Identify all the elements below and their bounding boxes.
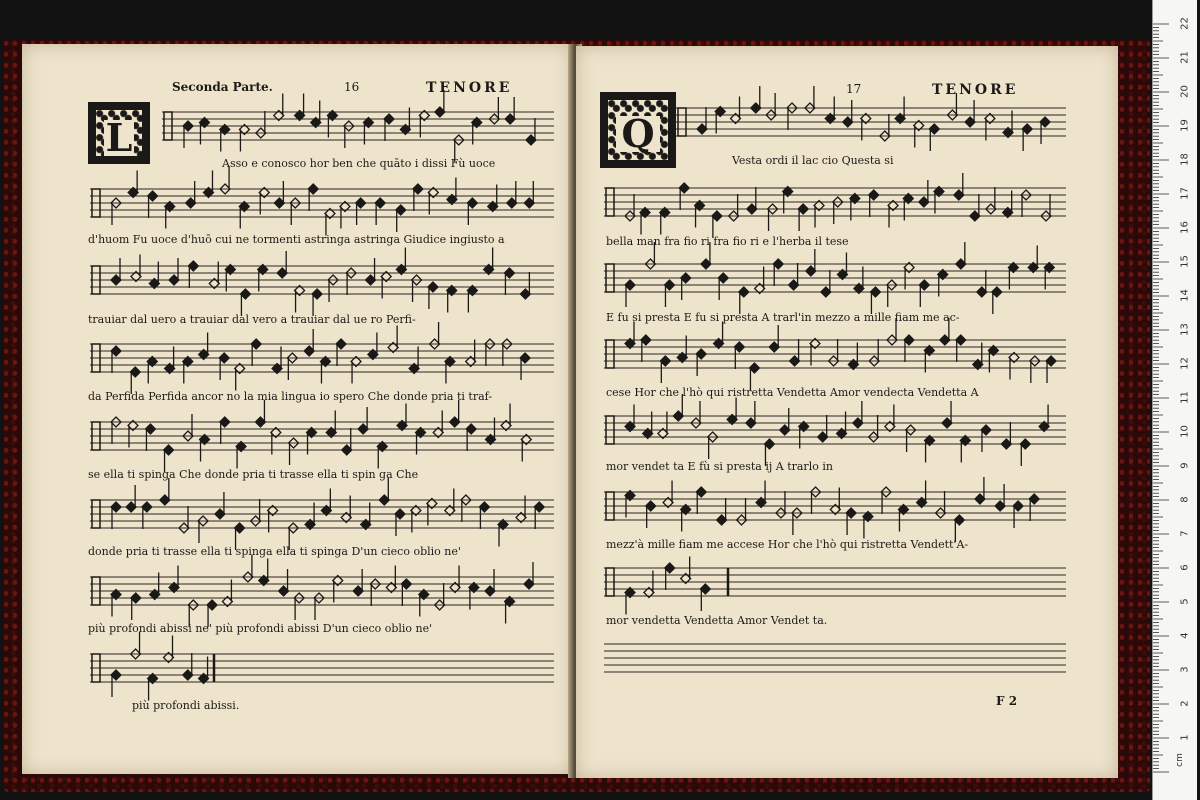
lyric-line: cese Hor che l'hò qui ristretta Vendetta Amor vendecta Vendetta A [606, 386, 979, 399]
ruler-number: 9 [1179, 462, 1191, 469]
ruler-number: 19 [1179, 119, 1191, 132]
lyric-line: se ella ti spinga Che donde pria ti trasse ella ti spin ga Che [88, 468, 419, 481]
lyric-line: mor vendetta Vendetta Amor Vendet ta. [606, 614, 828, 627]
lyric-line: mor vendet ta E fù si presta ij A trarlo in [606, 460, 833, 473]
ruler-number: 15 [1179, 255, 1191, 268]
signature-mark: F 2 [996, 694, 1018, 708]
music-staff [604, 318, 1066, 390]
ruler-number: 6 [1179, 564, 1191, 571]
ruler-number: 10 [1179, 425, 1191, 438]
lyric-line: bella man fra fio ri fra fio ri e l'herba il tese [606, 235, 849, 248]
ruler-number: 16 [1179, 221, 1191, 234]
left-page [22, 44, 572, 774]
music-staff [90, 478, 554, 550]
ruler-number: 2 [1179, 700, 1191, 707]
music-staff [90, 555, 554, 627]
left-initial [88, 102, 150, 164]
music-staff [604, 477, 1066, 542]
right-page [576, 46, 1118, 778]
right-voice-label: TENORE [932, 82, 1019, 98]
ruler-number: 3 [1179, 666, 1191, 673]
ruler-number: 17 [1179, 187, 1191, 200]
initial-letter: L [105, 115, 133, 160]
ruler-number: 14 [1179, 289, 1191, 302]
initial-letter: Q [616, 116, 660, 152]
lyric-line: più profondi abissi ne' più profondi abissi D'un cieco oblio ne' [88, 622, 433, 635]
right-initial [600, 92, 676, 168]
lyric-line: Vesta ordi il lac cio Questa si [732, 154, 894, 167]
ruler-number: 21 [1179, 51, 1191, 64]
music-staff [90, 400, 554, 472]
music-staff [90, 322, 554, 394]
left-page-number: 16 [344, 80, 360, 94]
ruler-number: 4 [1179, 632, 1191, 639]
measuring-ruler [1152, 0, 1197, 800]
ruler-number: 18 [1179, 153, 1191, 166]
lyric-line: d'huom Fu uoce d'huō cui ne tormenti astringa astringa Giudice ingiusto a [88, 233, 505, 246]
music-staff [604, 242, 1066, 314]
lyric-line: da Perfida Perfida ancor no la mia lingua io spero Che donde pria ti traf- [88, 390, 493, 403]
ruler-number: 22 [1179, 17, 1191, 30]
music-staff [90, 167, 554, 236]
music-staff [604, 394, 1066, 466]
music-staff [162, 90, 554, 162]
ruler-number: 5 [1179, 598, 1191, 605]
lyric-line: E fu si presta E fu si presta A trarl'in mezzo a mille fiam me ac- [606, 311, 960, 324]
ruler-number: 8 [1179, 496, 1191, 503]
left-voice-label: TENORE [426, 80, 513, 96]
ruler-number: 13 [1179, 323, 1191, 336]
music-staff [90, 632, 554, 701]
right-page-number: 17 [846, 82, 862, 96]
ruler-number: 1 [1179, 734, 1191, 741]
ruler-number: 11 [1179, 391, 1191, 404]
ruler-number: 20 [1179, 85, 1191, 98]
lyric-line: Asso e conosco hor ben che quāto i dissi Fù uoce [222, 157, 496, 170]
left-part-title: Seconda Parte. [172, 80, 273, 94]
lyric-line: donde pria ti trasse ella ti spinga ella ti spinga D'un cieco oblio ne' [88, 545, 461, 558]
ruler-number: 7 [1179, 530, 1191, 537]
lyric-line: trauiar dal uero a trauiar dal vero a trauiar dal ue ro Perfi- [88, 313, 416, 326]
music-staff [90, 248, 554, 317]
ruler-unit: cm [1174, 753, 1185, 767]
lyric-line: mezz'à mille fiam me accese Hor che l'hò qui ristretta Vendett'A- [606, 538, 969, 551]
music-staff [604, 173, 1066, 238]
ruler-number: 12 [1179, 357, 1191, 370]
lyric-line: più profondi abissi. [132, 699, 240, 712]
music-staff [604, 557, 1066, 615]
empty-staff [604, 644, 1066, 672]
